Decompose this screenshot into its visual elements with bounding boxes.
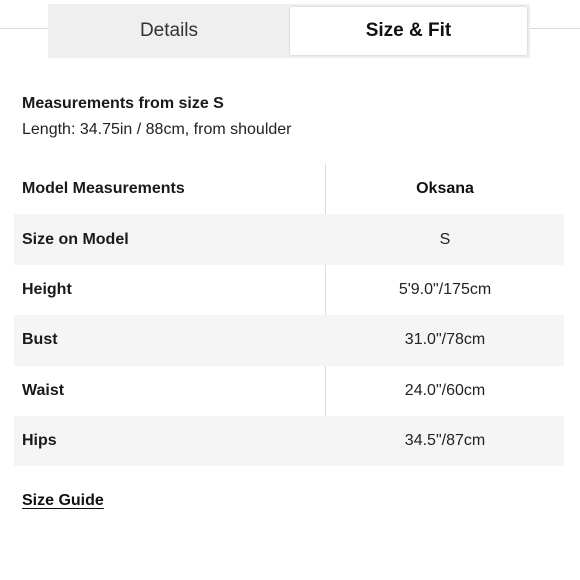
measurements-title: Measurements from size S — [22, 95, 224, 112]
row-label: Hips — [22, 432, 57, 450]
table-row — [14, 416, 564, 466]
row-label: Height — [22, 280, 72, 298]
model-measurements-table — [14, 164, 564, 466]
table-header-label: Model Measurements — [22, 180, 185, 198]
table-row — [14, 315, 564, 365]
row-value: 31.0"/78cm — [404, 331, 486, 349]
row-label: Waist — [22, 381, 65, 399]
row-value: S — [439, 230, 451, 248]
row-value: 5'9.0"/175cm — [398, 280, 492, 298]
tab-bar — [48, 4, 530, 58]
row-label: Bust — [22, 331, 58, 349]
row-value: 24.0"/60cm — [404, 381, 486, 399]
table-header-row — [14, 164, 564, 214]
row-label: Size on Model — [22, 230, 129, 248]
row-value: 34.5"/87cm — [404, 432, 486, 450]
table-row — [14, 366, 564, 416]
tab-size-and-fit[interactable]: Size & Fit — [290, 7, 527, 55]
table-row — [14, 214, 564, 264]
table-header-model-name: Oksana — [416, 180, 474, 198]
size-guide-link[interactable]: Size Guide — [22, 492, 104, 509]
table-row — [14, 265, 564, 315]
measurements-length: Length: 34.75in / 88cm, from shoulder — [22, 121, 292, 138]
tab-details[interactable]: Details — [139, 20, 199, 41]
